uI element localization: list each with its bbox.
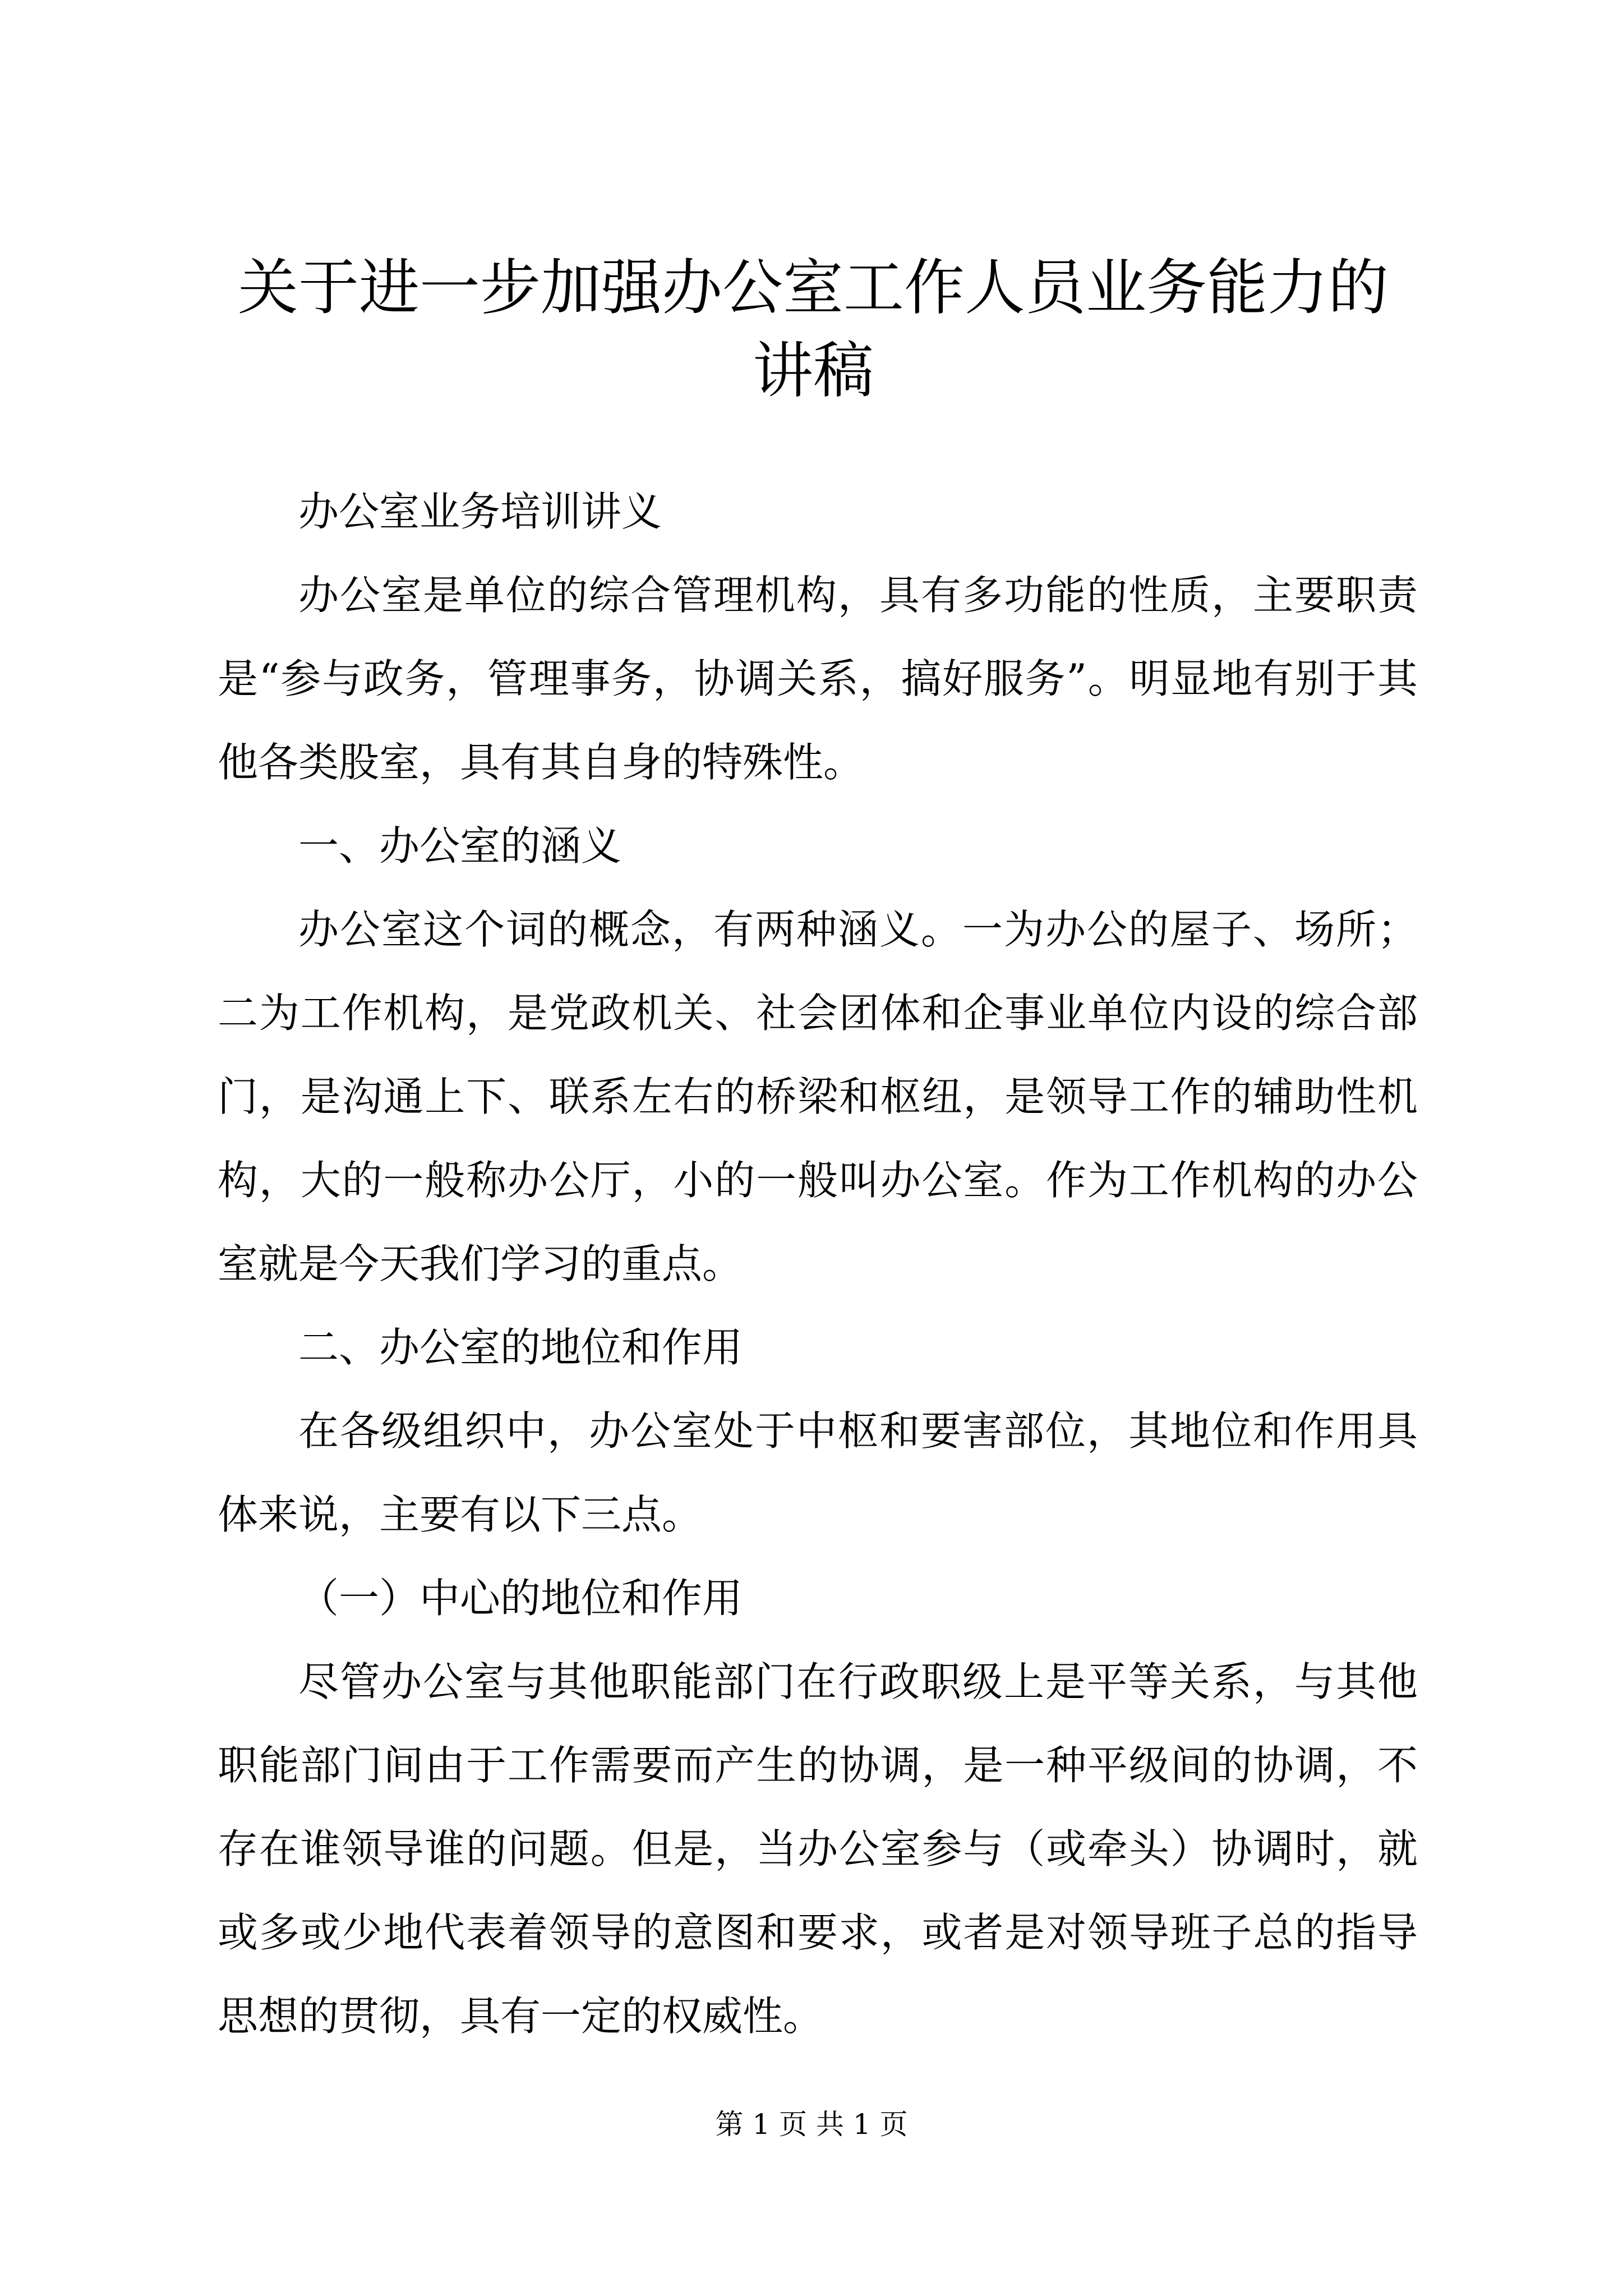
intro-paragraph: 办公室是单位的综合管理机构，具有多功能的性质，主要职责是“参与政务，管理事务，协调关系，搞好服务”。明显地有别于其他各类股室，具有其自身的特殊性。 [218,572,1418,786]
section-heading-1: 一、办公室的涵义 [298,822,622,869]
section-2-paragraph: 在各级组织中，办公室处于中枢和要害部位，其地位和作用具体来说，主要有以下三点。 [218,1407,1418,1538]
subsection-1-paragraph: 尽管办公室与其他职能部门在行政职级上是平等关系，与其他职能部门间由于工作需要而产生的协调，是一种平级间的协调，不存在谁领导谁的问题。但是，当办公室参与（或牵头）协调时，就或多或少地代表着领导的意图和要求，或者是对领导班子总的指导思想的贯彻，具有一定的权威性。 [218,1658,1418,2040]
document-title: 关于进一步加强办公室工作人员业务能力的讲稿 [237,253,1389,406]
subsection-heading-1: （一）中心的地位和作用 [298,1575,743,1622]
section-heading-2: 二、办公室的地位和作用 [298,1324,743,1371]
document-body [218,470,1418,2058]
section-1-paragraph: 办公室这个词的概念，有两种涵义。一为办公的屋子、场所；二为工作机构，是党政机关、社会团体和企事业单位内设的综合部门，是沟通上下、联系左右的桥梁和枢纽，是领导工作的辅助性机构，大的一般称办公厅，小的一般叫办公室。作为工作机构的办公室就是今天我们学习的重点。 [218,906,1418,1287]
page-footer: 第 1 页 共 1 页 [715,2108,908,2141]
subtitle-paragraph: 办公室业务培训讲义 [298,488,662,535]
